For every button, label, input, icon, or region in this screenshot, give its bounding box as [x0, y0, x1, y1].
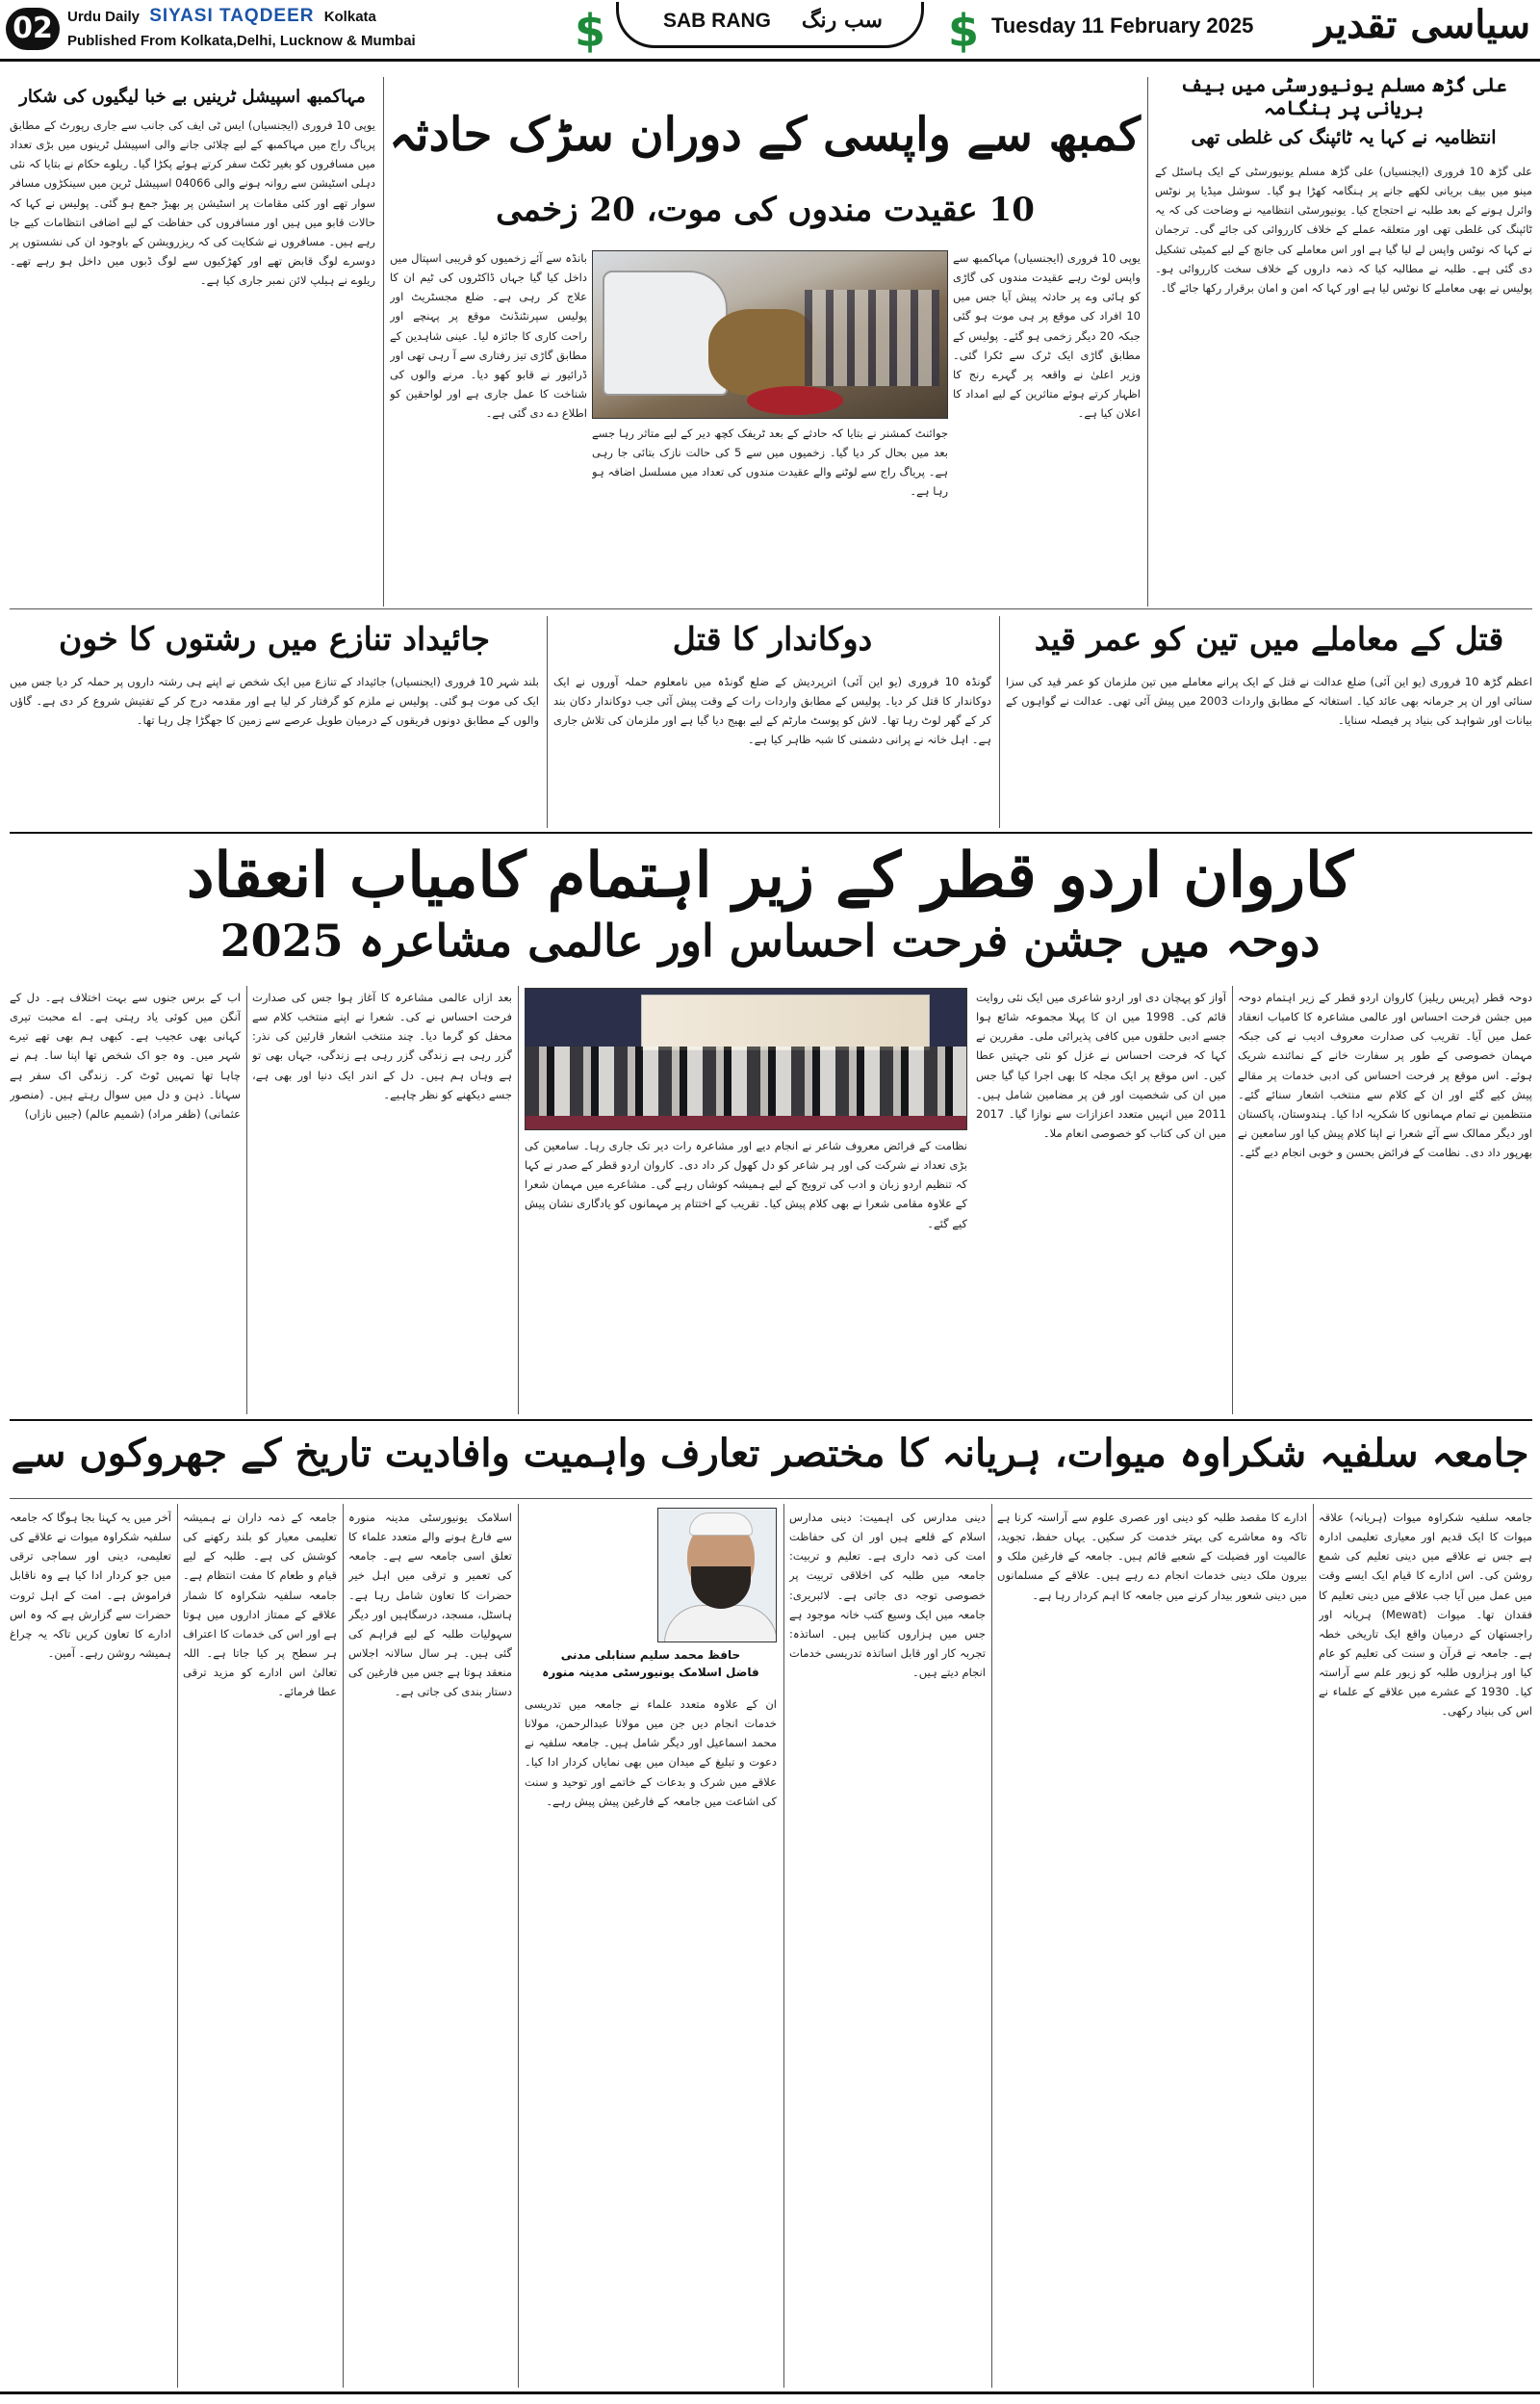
accident-article-left: بانڈہ سے آئے زخمیوں کو قریبی اسپتال میں داخل کیا گیا جہاں ڈاکٹروں کی ٹیم ان کا علاج کر رہی ہے۔ ضلع مجسٹریٹ اور پولیس سپرنٹنڈنٹ موقع پر پہنچے اور راحت کاری کا جائزہ لیا۔ عینی شاہدین کے مطابق گاڑی تیز رفتاری سے آ رہی تھی اور ڈرائیور نے قابو کھو دیا۔ مرنے والوں کی شناخت کا عمل جاری ہے اور لواحقین کو اطلاع دے دی گئی ہے۔ — [390, 251, 587, 420]
column-rule — [383, 77, 384, 607]
page-number: 02 — [6, 8, 60, 50]
section-divider — [10, 832, 1532, 834]
amu-article: علی گڑھ 10 فروری (ایجنسیاں) علی گڑھ مسلم یونیورسٹی کے ایک ہاسٹل کے مینو میں بیف بریانی لکھے جانے پر ہنگامہ کھڑا ہو گیا۔ سوشل میڈیا پر نوٹس وائرل ہونے کے بعد طلبہ نے احتجاج کیا۔ یونیورسٹی انتظامیہ نے وضاحت کی کہ یہ ٹائپنگ کی غلطی تھی اور متعلقہ عملے کے خلاف کارروائی کی جائے گی۔ ترجمان نے کہا کہ نوٹس واپس لے لیا گیا ہے اور اس معاملے کی جانچ کے لیے کمیٹی تشکیل دی گئی ہے۔ طلبہ نے مطالبہ کیا کہ ذمہ داروں کے خلاف سخت کارروائی ہو۔ پولیس نے بھی معاملے کا نوٹس لیا ہے اور کہا کہ امن و امان برقرار رکھا جائے گا۔ — [1155, 165, 1532, 295]
author-caption — [525, 1646, 777, 1681]
column-rule — [783, 1504, 784, 2388]
urdu-daily-label: Urdu Daily — [67, 9, 141, 25]
life-sentence-article: اعظم گڑھ 10 فروری (یو این آئی) ضلع عدالت نے قتل کے ایک پرانے معاملے میں تین ملزمان کو عمر قید کی سزا سنائی اور ان پر جرمانہ بھی عائد کیا۔ استغاثہ کے مطابق واردات 2003 میں پیش آئی تھی۔ عدالت نے گواہوں کے بیانات اور شواہد کی بنیاد پر فیصلہ سنایا۔ — [1006, 675, 1532, 728]
amu-headline — [1155, 73, 1532, 119]
jamia-salafia-headline: جامعہ سلفیہ شکراوہ میوات، ہریانہ کا مختصر تعارف واہمیت وافادیت تاریخ کے جھروکوں سے — [11, 1431, 1529, 1476]
section-divider — [10, 1498, 1532, 1499]
accident-article-bottom: جوائنٹ کمشنر نے بتایا کہ حادثے کے بعد ٹریفک کچھ دیر کے لیے متاثر رہا جسے بعد میں بحال کر دیا گیا۔ زخمیوں میں سے 5 کی حالت نازک بتائی جا رہی ہے۔ پریاگ راج سے لوٹنے والے عقیدت مندوں کی تعداد میں مسلسل اضافہ ہو رہا ہے۔ — [592, 427, 948, 499]
section-divider — [10, 608, 1532, 609]
dollar-icon: $ — [574, 5, 605, 57]
column-rule — [518, 986, 519, 1414]
jamia-article-col-5: اسلامک یونیورسٹی مدینہ منورہ سے فارغ ہونے والے متعدد علماء کا تعلق اسی جامعہ سے ہے۔ جامعہ کی تعمیر و ترقی میں اہل خیر حضرات کا تعاون شامل رہا ہے۔ ہاسٹل، مسجد، درسگاہیں اور دیگر سہولیات طلبہ کے لیے فراہم کی گئی ہیں۔ ہر سال سالانہ اجلاس منعقد ہوتا ہے جس میں فارغین کی دستار بندی کی جاتی ہے۔ — [348, 1511, 512, 1699]
published-from: Published From Kolkata,Delhi, Lucknow & Mumbai — [67, 33, 416, 49]
column-rule — [177, 1504, 178, 2388]
column-rule — [547, 616, 548, 828]
newspaper-logo: سیاسی تقدیر — [1314, 2, 1530, 47]
section-banner — [616, 2, 924, 48]
section-divider — [10, 1419, 1532, 1421]
mushaira-article-col-4: بعد ازاں عالمی مشاعرہ کا آغاز ہوا جس کی صدارت فرحت احساس نے کی۔ شعرا نے اپنے منتخب کلام سے محفل کو گرما دیا۔ چند منتخب اشعار قارئین کی نذر: گزر رہی ہے زندگی گزر رہی ہے زندگی، جہاں بھی تو ہے وہاں ہم ہیں۔ دل کے اندر ایک دنیا اور بھی ہے، جسے دیکھنے کو نظر چاہیے۔ — [252, 991, 512, 1101]
amu-headline-text: علی گڑھ مسلم یونیورسٹی میں بیف بریانی پر ہنگامہ — [1180, 73, 1507, 119]
property-dispute-headline: جائیداد تنازع میں رشتوں کا خون — [58, 620, 491, 658]
footer-rule — [0, 2391, 1540, 2394]
accident-headline: کمبھ سے واپسی کے دوران سڑک حادثہ — [389, 108, 1141, 162]
mushaira-article-col-3: نظامت کے فرائض معروف شاعر نے انجام دیے اور مشاعرہ رات دیر تک جاری رہا۔ سامعین کی بڑی تعداد نے شرکت کی اور ہر شاعر کو دل کھول کر داد دی۔ کاروان اردو قطر کے صدر نے کہا کہ تنظیم اردو زبان و ادب کی ترویج کے لیے ہمیشہ کوشاں رہے گی۔ مشاعرے میں مہمان شعرا کے علاوہ مقامی شعرا نے بھی کلام پیش کیا۔ تقریب کے اختتام پر مہمانوں کو یادگاری نشان پیش کیے گئے۔ — [525, 1139, 967, 1230]
publication-line — [67, 6, 376, 27]
column-rule — [518, 1504, 519, 2388]
amu-subheadline: انتظامیہ نے کہا یہ ٹائپنگ کی غلطی تھی — [1191, 127, 1497, 148]
issue-date: Tuesday 11 February 2025 — [991, 13, 1254, 38]
jamia-article-col-7: آخر میں یہ کہنا بجا ہوگا کہ جامعہ سلفیہ شکراوہ میوات نے علاقے کی تعلیمی، دینی اور سماجی ترقی میں جو کردار ادا کیا ہے وہ ناقابل فراموش ہے۔ امت کے اہل ثروت حضرات سے گزارش ہے کہ وہ اس ادارے کا تعاون کریں تاکہ یہ چراغ ہمیشہ روشن رہے۔ آمین۔ — [10, 1511, 171, 1660]
accident-article-right: یوپی 10 فروری (ایجنسیاں) مہاکمبھ سے واپس لوٹ رہے عقیدت مندوں کی گاڑی کو ہائی وے پر حادثہ پیش آیا جس میں 10 افراد کی موقع پر ہی موت ہو گئی جبکہ 20 دیگر زخمی ہو گئے۔ پولیس کے مطابق گاڑی ایک ٹرک سے ٹکرا گئی۔ وزیر اعلیٰ نے واقعہ پر گہرے رنج کا اظہار کرتے ہوئے متاثرین کے لیے امداد کا اعلان کیا ہے۔ — [953, 251, 1141, 420]
jamia-article-col-1: جامعہ سلفیہ شکراوہ میوات (ہریانہ) علاقہ میوات کا ایک قدیم اور معیاری تعلیمی ادارہ ہے جس نے علاقے میں دینی تعلیم کی شمع روشن کی۔ اس ادارے کا قیام ایک ایسے وقت میں عمل میں آیا جب علاقے میں دینی تعلیم کا فقدان تھا۔ میوات (Mewat) ہریانہ اور راجستھان کے درمیان واقع ایک تاریخی خطہ ہے۔ جامعہ نے قرآن و سنت کی تعلیم کو عام کیا اور ہزاروں طلبہ کو زیور علم سے آراستہ کیا۔ 1930 کے عشرے میں علاقے کے علماء نے اس کی بنیاد رکھی۔ — [1319, 1511, 1532, 1719]
shopkeeper-murder-headline: دوکاندار کا قتل — [672, 620, 873, 658]
dollar-icon: $ — [947, 5, 979, 57]
author-photo — [657, 1508, 777, 1642]
mushaira-article-col-1: دوحہ قطر (پریس ریلیز) کاروان اردو قطر کے زیر اہتمام دوحہ میں جشن فرحت احساس اور عالمی مشاعرہ کا کامیاب انعقاد عمل میں آیا۔ تقریب کی صدارت معروف ادیب نے کی جبکہ مہمان خصوصی کے طور پر سفارت خانے کے نمائندے شریک ہوئے۔ اس موقع پر فرحت احساس کی ادبی خدمات پر مقالے پیش کیے گئے اور ان کے کلام سے منتخب اشعار سنائے گئے۔ منتظمین نے تمام مہمانوں کا شکریہ ادا کیا۔ ہندوستان، پاکستان اور دیگر ممالک سے آئے شعرا نے اپنا کلام پیش کیا اور سامعین نے بھرپور داد دی۔ نظامت کے فرائض بحسن و خوبی انجام دیے گئے۔ — [1238, 991, 1532, 1159]
mushaira-article-col-2: آواز کو پہچان دی اور اردو شاعری میں ایک نئی روایت قائم کی۔ 1998 میں ان کا پہلا مجموعہ شائع ہوا جسے ادبی حلقوں میں کافی پذیرائی ملی۔ مقررین نے کہا کہ فرحت احساس نے غزل کو نئی جہتیں عطا کیں۔ اس موقع پر ایک مجلہ کا بھی اجرا کیا گیا جس میں ان کی شخصیت اور فن پر مضامین شامل ہیں۔ 2011 میں انہیں متعدد اعزازات سے نوازا گیا۔ 2017 میں ان کی کتاب کو خصوصی انعام ملا۔ — [976, 991, 1226, 1140]
property-dispute-article: بلند شہر 10 فروری (ایجنسیاں) جائیداد کے تنازع میں ایک شخص نے اپنے ہی رشتہ داروں پر حملہ کر دیا جس میں ایک کی موت ہو گئی۔ پولیس نے ملزم کو گرفتار کر لیا ہے اور مقدمہ درج کر کے تفتیش شروع کر دی ہے۔ گاؤں والوں کے مطابق دونوں فریقوں کے درمیان طویل عرصے سے زمین کا جھگڑا چل رہا تھا۔ — [10, 675, 539, 728]
accident-photo — [592, 250, 948, 419]
life-sentence-headline: قتل کے معاملے میں تین کو عمر قید — [1034, 620, 1504, 658]
accident-subheadline: 10 عقیدت مندوں کی موت، 20 زخمی — [496, 191, 1035, 229]
top-left-article: یوپی 10 فروری (ایجنسیاں) ایس ٹی ایف کی جانب سے جاری رپورٹ کے مطابق پریاگ راج میں مہاکمبھ کے لیے چلائی جانے والی اسپیشل ٹرینوں میں بڑی تعداد میں مسافروں کو بغیر ٹکٹ سفر کرتے ہوئے پکڑا گیا۔ ریلوے حکام نے بتایا کہ نئی دہلی اسٹیشن سے روانہ ہونے والی 04066 اسپیشل ٹرین میں سینکڑوں مسافر سوار تھے اور کئی مقامات پر اسٹیشن پر بھیڑ جمع ہو گئی۔ پولیس نے کہا کہ حالات قابو میں ہیں اور مسافروں کی حفاظت کے لیے اضافی انتظامات کیے جا رہے ہیں۔ مسافروں نے شکایت کی کہ ریزرویشن کے باوجود ان کی نشستوں پر دوسرے لوگ قابض تھے اور کھڑکیوں سے لوگ ڈبوں میں داخل ہو رہے تھے۔ ریلوے نے ہیلپ لائن نمبر جاری کیا ہے۔ — [10, 118, 375, 287]
mushaira-article-col-5: اب کے برس جنوں سے بہت اختلاف ہے۔ دل کے آنگن میں کوئی یاد رہتی ہے۔ اے محبت تیری کہانی بھی عجیب ہے۔ کبھی ہم بھی تھے تیرے شہر میں۔ وہ جو اک شخص تھا اپنا سا۔ ہم نے چاہا تھا تمہیں ٹوٹ کر۔ زندگی اک سفر ہے سہانا۔ ذہن و دل میں سوال رہتے ہیں۔ (منصور عثمانی) (ظفر مراد) (شمیم عالم) (جبیں نازاں) — [10, 991, 241, 1121]
section-name-en: SAB RANG — [663, 10, 772, 32]
city-label: Kolkata — [323, 9, 376, 25]
author-name: حافظ محمد سلیم سنابلی مدنی — [560, 1648, 741, 1662]
jamia-article-col-3: دینی مدارس کی اہمیت: دینی مدارس اسلام کے قلعے ہیں اور ان کی حفاظت امت کی ذمہ داری ہے۔ تعلیم و تربیت: جامعہ میں طلبہ کی اخلاقی تربیت پر خصوصی توجہ دی جاتی ہے۔ لائبریری: جامعہ میں ایک وسیع کتب خانہ موجود ہے جس میں ہزاروں کتابیں ہیں۔ اساتذہ: تجربہ کار اور قابل اساتذہ تدریسی خدمات انجام دیتے ہیں۔ — [789, 1511, 986, 1679]
section-name-ur: سب رنگ — [801, 8, 883, 33]
column-rule — [1313, 1504, 1314, 2388]
mushaira-stage-photo — [525, 988, 967, 1130]
column-rule — [999, 616, 1000, 828]
column-rule — [246, 986, 247, 1414]
masthead — [0, 0, 1540, 62]
jamia-article-col-4-top — [525, 1508, 652, 1642]
mushaira-headline: کاروان اردو قطر کے زیر اہتمام کامیاب انعقاد — [187, 840, 1353, 912]
mushaira-subheadline: دوحہ میں جشن فرحت احساس اور عالمی مشاعرہ 2025 — [219, 915, 1321, 967]
column-rule — [343, 1504, 344, 2388]
jamia-article-col-4: ان کے علاوہ متعدد علماء نے جامعہ میں تدریسی خدمات انجام دیں جن میں مولانا عبدالرحمن، مولانا محمد اسماعیل اور دیگر شامل ہیں۔ جامعہ سلفیہ نے دعوت و تبلیغ کے میدان میں بھی نمایاں کردار ادا کیا۔ علاقے میں شرک و بدعات کے خاتمے اور توحید و سنت کی اشاعت میں جامعہ کے فارغین پیش پیش رہے۔ — [525, 1697, 777, 1808]
top-left-headline: مہاکمبھ اسپیشل ٹرینیں بے خبا لیگیوں کی شکار — [19, 87, 366, 107]
column-rule — [1147, 77, 1148, 607]
column-rule — [1232, 986, 1233, 1414]
brand-name: SIYASI TAQDEER — [149, 6, 315, 26]
jamia-article-col-2: ادارے کا مقصد طلبہ کو دینی اور عصری علوم سے آراستہ کرنا ہے تاکہ وہ معاشرے کی بہتر خدمت کر سکیں۔ یہاں حفظ، تجوید، عالمیت اور فضیلت کے شعبے قائم ہیں۔ جامعہ کے فارغین ملک و بیرون ملک دینی خدمات انجام دے رہے ہیں۔ علاقے کے مسلمانوں میں دینی شعور بیدار کرنے میں جامعہ کا اہم کردار رہا ہے۔ — [997, 1511, 1307, 1602]
author-title: فاضل اسلامک یونیورسٹی مدینہ منورہ — [542, 1666, 759, 1679]
shopkeeper-murder-article: گونڈہ 10 فروری (یو این آئی) اترپردیش کے ضلع گونڈہ میں نامعلوم حملہ آوروں نے ایک دوکاندار کا قتل کر دیا۔ پولیس کے مطابق واردات رات کے وقت پیش آئی جب دوکاندار دکان بند کر کے گھر لوٹ رہا تھا۔ لاش کو پوسٹ مارٹم کے لیے بھیج دیا گیا ہے اور ملزمان کی تلاش جاری ہے۔ اہل خانہ نے پرانی دشمنی کا شبہ ظاہر کیا ہے۔ — [553, 675, 991, 747]
jamia-article-col-6: جامعہ کے ذمہ داران نے ہمیشہ تعلیمی معیار کو بلند رکھنے کی کوشش کی ہے۔ طلبہ کے لیے قیام و طعام کا مفت انتظام ہے۔ جامعہ سلفیہ شکراوہ کا شمار علاقے کے ممتاز اداروں میں ہوتا ہے اور اس کی خدمات کا اعتراف ہر سطح پر کیا جاتا ہے۔ اللہ تعالیٰ اس ادارے کو مزید ترقی عطا فرمائے۔ — [183, 1511, 337, 1699]
column-rule — [991, 1504, 992, 2388]
